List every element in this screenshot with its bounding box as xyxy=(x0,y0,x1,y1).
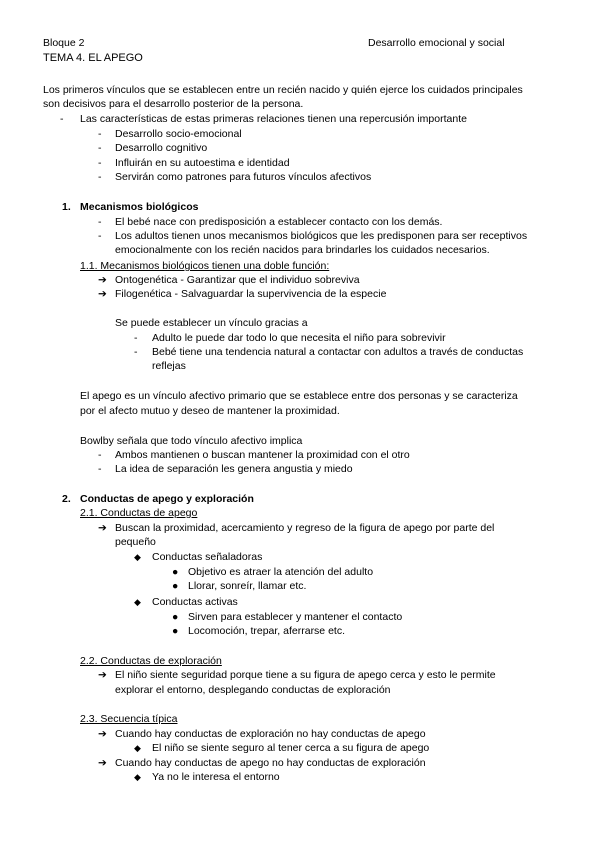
dash-icon: - xyxy=(60,113,64,125)
intro-line-2: son decisivos para el desarrollo posterior de la persona. xyxy=(43,98,304,110)
list-item: La idea de separación les genera angustia y miedo xyxy=(115,463,353,475)
list-item: Desarrollo socio-emocional xyxy=(115,128,242,140)
list-item-cont: emocionalmente con los recién nacidos para brindarles los cuidados necesarios. xyxy=(115,244,490,256)
arrow-icon: ➔ xyxy=(98,288,107,300)
list-item-cont: reflejas xyxy=(152,360,186,372)
dash-icon: - xyxy=(134,332,138,344)
subsection-2-2-title: 2.2. Conductas de exploración xyxy=(80,655,222,667)
list-item: Llorar, sonreír, llamar etc. xyxy=(188,580,307,592)
list-item: Ontogenética - Garantizar que el individuo sobreviva xyxy=(115,274,360,286)
list-item: Ambos mantienen o buscan mantener la proximidad con el otro xyxy=(115,449,410,461)
list-item: Conductas activas xyxy=(152,596,238,608)
section-2-number: 2. xyxy=(62,493,71,505)
arrow-icon: ➔ xyxy=(98,669,107,681)
arrow-icon: ➔ xyxy=(98,757,107,769)
arrow-icon: ➔ xyxy=(98,728,107,740)
diamond-icon: ◆ xyxy=(134,552,141,562)
list-item: Buscan la proximidad, acercamiento y regreso de la figura de apego por parte del xyxy=(115,522,495,534)
dot-icon: ● xyxy=(172,611,179,623)
intro-line-1: Los primeros vínculos que se establecen entre un recién nacido y quién ejerce los cuidados principales xyxy=(43,84,523,96)
dash-icon: - xyxy=(98,142,102,154)
list-item: Conductas señaladoras xyxy=(152,551,263,563)
dash-icon: - xyxy=(98,230,102,242)
dash-icon: - xyxy=(98,463,102,475)
page-title: TEMA 4. EL APEGO xyxy=(43,52,143,64)
characteristics-lead: Las características de estas primeras relaciones tienen una repercusión importante xyxy=(80,113,467,125)
apego-definition-1: El apego es un vínculo afectivo primario que se establece entre dos personas y se caracteriza xyxy=(80,390,518,402)
arrow-icon: ➔ xyxy=(98,522,107,534)
arrow-icon: ➔ xyxy=(98,274,107,286)
list-item: El bebé nace con predisposición a establecer contacto con los demás. xyxy=(115,216,443,228)
list-item: Desarrollo cognitivo xyxy=(115,142,208,154)
list-item: Cuando hay conductas de apego no hay conductas de exploración xyxy=(115,757,426,769)
dash-icon: - xyxy=(98,216,102,228)
list-item: Servirán como patrones para futuros vínculos afectivos xyxy=(115,171,372,183)
list-item: Adulto le puede dar todo lo que necesita el niño para sobrevivir xyxy=(152,332,446,344)
bowlby-lead: Bowlby señala que todo vínculo afectivo implica xyxy=(80,435,303,447)
list-item: Sirven para establecer y mantener el contacto xyxy=(188,611,403,623)
apego-definition-2: por el afecto mutuo y deseo de mantener la proximidad. xyxy=(80,405,340,417)
dot-icon: ● xyxy=(172,566,179,578)
subsection-1-1-title: 1.1. Mecanismos biológicos tienen una doble función: xyxy=(80,260,330,272)
dash-icon: - xyxy=(98,128,102,140)
dash-icon: - xyxy=(98,171,102,183)
list-item: Filogenética - Salvaguardar la supervivencia de la especie xyxy=(115,288,387,300)
dot-icon: ● xyxy=(172,580,179,592)
list-item-cont: explorar el entorno, desplegando conductas de exploración xyxy=(115,684,391,696)
list-item: Ya no le interesa el entorno xyxy=(152,771,280,783)
list-item: Locomoción, trepar, aferrarse etc. xyxy=(188,625,345,637)
list-item: Objetivo es atraer la atención del adulto xyxy=(188,566,374,578)
dash-icon: - xyxy=(98,449,102,461)
list-item: El niño siente seguridad porque tiene a su figura de apego cerca y esto le permite xyxy=(115,669,496,681)
list-item: Cuando hay conductas de exploración no hay conductas de apego xyxy=(115,728,426,740)
list-item: Influirán en su autoestima e identidad xyxy=(115,157,290,169)
dot-icon: ● xyxy=(172,625,179,637)
list-item: El niño se siente seguro al tener cerca a su figura de apego xyxy=(152,742,430,754)
diamond-icon: ◆ xyxy=(134,772,141,782)
diamond-icon: ◆ xyxy=(134,743,141,753)
header-right: Desarrollo emocional y social xyxy=(368,37,505,49)
list-item: Bebé tiene una tendencia natural a contactar con adultos a través de conductas xyxy=(152,346,524,358)
subsection-2-3-title: 2.3. Secuencia típica xyxy=(80,713,178,725)
section-1-title: Mecanismos biológicos xyxy=(80,201,199,213)
dash-icon: - xyxy=(134,346,138,358)
vinculo-lead: Se puede establecer un vínculo gracias a xyxy=(115,317,308,329)
section-2-title: Conductas de apego y exploración xyxy=(80,493,254,505)
header-left: Bloque 2 xyxy=(43,37,85,49)
section-1-number: 1. xyxy=(62,201,71,213)
list-item: Los adultos tienen unos mecanismos biológicos que les predisponen para ser receptivos xyxy=(115,230,528,242)
subsection-2-1-title: 2.1. Conductas de apego xyxy=(80,507,198,519)
list-item-cont: pequeño xyxy=(115,536,156,548)
dash-icon: - xyxy=(98,157,102,169)
diamond-icon: ◆ xyxy=(134,597,141,607)
